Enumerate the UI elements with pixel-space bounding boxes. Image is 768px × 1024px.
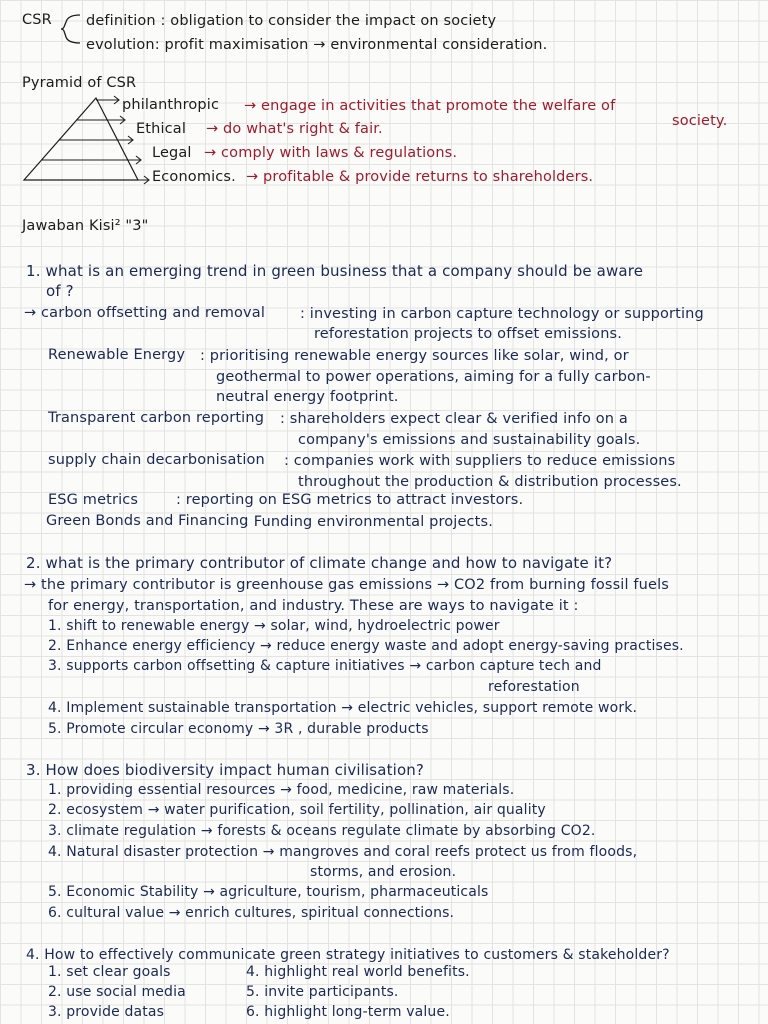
q2-item: 3. supports carbon offsetting & capture initiatives → carbon capture tech and — [48, 658, 602, 674]
q1-question: 1. what is an emerging trend in green business that a company should be aware — [26, 262, 644, 280]
q4-question: 4. How to effectively communicate green strategy initiatives to customers & stakeholder? — [26, 947, 670, 963]
q1-item-desc-cont: neutral energy footprint. — [216, 389, 399, 405]
q4-left-item: 1. set clear goals — [48, 964, 171, 980]
q2-item: 5. Promote circular economy → 3R , durable products — [48, 721, 429, 737]
q1-item-term: supply chain decarbonisation — [48, 452, 265, 468]
pyramid-desc-legal: → comply with laws & regulations. — [204, 145, 458, 161]
q4-right-item: 6. highlight long-term value. — [246, 1004, 450, 1020]
q3-item: 6. cultural value → enrich cultures, spiritual connections. — [48, 905, 455, 921]
csr-brace — [60, 12, 82, 46]
q4-right-item: 5. invite participants. — [246, 984, 399, 1000]
q4-left-item: 3. provide datas — [48, 1004, 165, 1020]
pyramid-desc-philanthropic-cont: society. — [672, 113, 728, 129]
pyramid-level-economics: Economics. — [152, 169, 236, 185]
q3-item: 3. climate regulation → forests & oceans regulate climate by absorbing CO2. — [48, 823, 596, 839]
pyramid-level-ethical: Ethical — [136, 121, 187, 137]
q1-item-term: Transparent carbon reporting — [48, 410, 265, 426]
pyramid-desc-ethical: → do what's right & fair. — [206, 121, 383, 137]
q3-item: 1. providing essential resources → food, medicine, raw materials. — [48, 782, 515, 798]
q2-item: 4. Implement sustainable transportation → electric vehicles, support remote work. — [48, 700, 638, 716]
pyramid-level-legal: Legal — [152, 145, 192, 161]
q2-item-cont: reforestation — [488, 679, 580, 695]
q1-item-desc: : investing in carbon capture technology or supporting — [300, 306, 704, 322]
q1-item-term: Renewable Energy — [48, 347, 186, 363]
csr-evolution: evolution: profit maximisation → environmental consideration. — [86, 37, 548, 53]
pyramid-level-philanthropic: philanthropic — [122, 97, 220, 113]
q1-item-desc-cont: geothermal to power operations, aiming for a fully carbon- — [216, 369, 651, 385]
q1-item-desc-cont: throughout the production & distribution processes. — [298, 474, 682, 490]
csr-definition: definition : obligation to consider the impact on society — [86, 13, 497, 29]
q2-item: 1. shift to renewable energy → solar, wind, hydroelectric power — [48, 618, 500, 634]
q1-item-term: → carbon offsetting and removal — [24, 305, 266, 321]
q4-left-item: 2. use social media — [48, 984, 186, 1000]
q2-question: 2. what is the primary contributor of climate change and how to navigate it? — [26, 554, 613, 572]
q1-item-desc: : companies work with suppliers to reduce emissions — [284, 453, 676, 469]
q1-item-desc: : shareholders expect clear & verified info on a — [280, 411, 628, 427]
q3-item: 4. Natural disaster protection → mangroves and coral reefs protect us from floods, — [48, 844, 638, 860]
pyramid-desc-economics: → profitable & provide returns to shareholders. — [246, 169, 594, 185]
q1-item-desc: : Funding environmental projects. — [244, 514, 493, 530]
pyramid-title: Pyramid of CSR — [22, 75, 137, 91]
q3-item-cont: storms, and erosion. — [310, 864, 457, 880]
q4-right-item: 4. highlight real world benefits. — [246, 964, 470, 980]
q3-item: 5. Economic Stability → agriculture, tourism, pharmaceuticals — [48, 884, 489, 900]
q1-item-term: Green Bonds and Financing — [46, 513, 249, 529]
q2-answer: → the primary contributor is greenhouse gas emissions → CO2 from burning fossil fuels — [24, 577, 669, 593]
pyramid-desc-philanthropic: → engage in activities that promote the welfare of — [244, 98, 616, 114]
q2-item: 2. Enhance energy efficiency → reduce energy waste and adopt energy-saving practises. — [48, 638, 684, 654]
q1-item-desc: : prioritising renewable energy sources like solar, wind, or — [200, 348, 629, 364]
q2-answer-cont: for energy, transportation, and industry. These are ways to navigate it : — [48, 598, 579, 614]
q3-question: 3. How does biodiversity impact human civilisation? — [26, 761, 425, 779]
q1-item-desc: : reporting on ESG metrics to attract investors. — [176, 492, 524, 508]
csr-label: CSR — [22, 12, 52, 28]
q1-item-desc-cont: company's emissions and sustainability goals. — [298, 432, 641, 448]
q1-item-desc-cont: reforestation projects to offset emissions. — [314, 326, 623, 342]
section-heading: Jawaban Kisi² "3" — [22, 218, 149, 234]
q3-item: 2. ecosystem → water purification, soil fertility, pollination, air quality — [48, 802, 546, 818]
q1-question-cont: of ? — [46, 282, 74, 300]
q1-item-term: ESG metrics — [48, 492, 139, 508]
